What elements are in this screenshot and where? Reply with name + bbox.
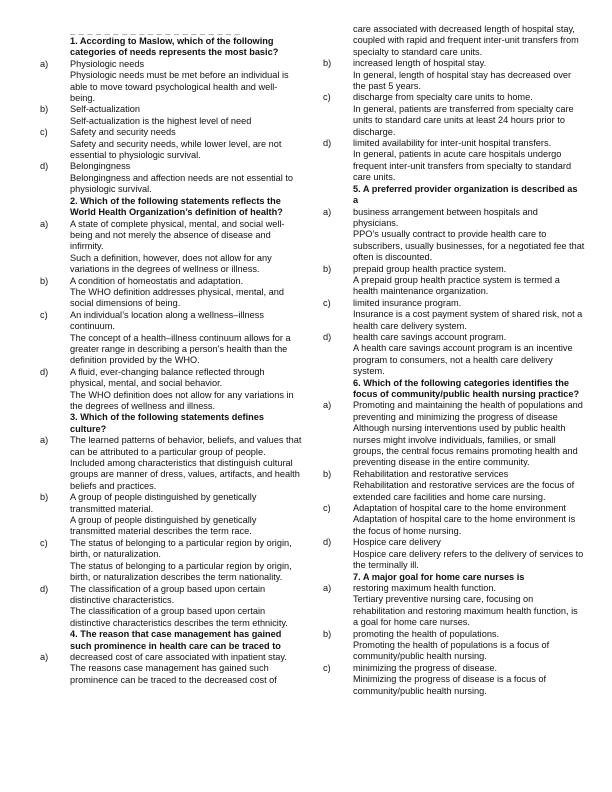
answer-option: [323, 663, 585, 674]
answer-option: [323, 207, 585, 230]
option-text: Safety and security needs: [70, 127, 176, 138]
option-text: A state of complete physical, mental, and social well-being and not merely the absence of disease and infirmity.: [70, 218, 285, 252]
rationale-text: In general, length of hospital stay has decreased over the past 5 years.: [353, 69, 572, 92]
answer-option: [323, 503, 585, 514]
option-letter: b): [323, 628, 332, 639]
rationale-text: The WHO definition does not allow for any variations in the degrees of wellness and illness.: [70, 389, 294, 411]
option-text: limited availability for inter-unit hospital transfers.: [353, 138, 552, 149]
rationale-text: Tertiary preventive nursing care, focusing on rehabilitation and restoring maximum health function, is a goal for home care nurses.: [353, 594, 578, 628]
rationale-text: Hospice care delivery refers to the delivery of services to the terminally ill.: [353, 548, 584, 571]
answer-option: [323, 264, 585, 275]
option-text: increased length of hospital stay.: [353, 58, 487, 69]
question-stem: 1. According to Maslow, which of the following categories of needs represents the most basic?: [70, 36, 279, 58]
option-text: Belongingness: [70, 161, 131, 172]
option-letter: b): [40, 492, 49, 503]
rationale-text: The classification of a group based upon certain distinctive characteristics describes the term ethnicity.: [70, 606, 288, 628]
answer-option: [323, 469, 585, 480]
question-stem: 6. Which of the following categories identifies the focus of community/public health nursing practice?: [353, 377, 580, 399]
rationale-text: Included among characteristics that distinguish cultural groups are manner of dress, values, artifacts, and health beliefs and practices.: [70, 458, 300, 491]
option-text: decreased cost of care associated with inpatient stay.: [70, 651, 287, 662]
answer-option: [40, 104, 302, 115]
right-column: [323, 24, 585, 697]
option-text: Adaptation of hospital care to the home environment: [353, 503, 566, 514]
question-stem: 5. A preferred provider organization is described as a: [353, 183, 578, 206]
rationale-text: Rehabilitation and restorative services are the focus of extended care facilities and home care nursing.: [353, 480, 575, 502]
option-text: discharge from specialty care units to home.: [353, 92, 533, 103]
option-letter: b): [40, 275, 49, 286]
option-text: health care savings account program.: [353, 331, 507, 342]
question-stem: 3. Which of the following statements defines culture?: [70, 412, 264, 434]
option-text: The learned patterns of behavior, beliefs, and values that can be attributed to a particular group of people.: [70, 435, 302, 457]
option-letter: c): [323, 503, 331, 514]
rationale-text: Belongingness and affection needs are not essential to physiologic survival.: [70, 172, 294, 195]
option-text: The status of belonging to a particular region by origin, birth, or naturalization.: [70, 537, 292, 560]
option-letter: a): [40, 58, 49, 69]
option-letter: a): [40, 218, 49, 229]
option-text: Physiologic needs: [70, 58, 145, 69]
option-text: Hospice care delivery: [353, 537, 441, 548]
option-letter: a): [40, 651, 49, 662]
option-letter: a): [323, 582, 332, 593]
rationale-text: Promoting the health of populations is a focus of community/public health nursing.: [353, 639, 550, 662]
option-letter: c): [40, 127, 48, 138]
option-text: promoting the health of populations.: [353, 628, 500, 639]
option-text: A fluid, ever-changing balance reflected through physical, mental, and social behavior.: [70, 366, 265, 389]
option-letter: c): [323, 662, 331, 673]
option-text: limited insurance program.: [353, 297, 462, 308]
answer-option: [323, 58, 585, 69]
rationale-text: A health care savings account program is an incentive program to consumers, not a health care delivery system.: [353, 343, 573, 377]
answer-option: [323, 537, 585, 548]
answer-option: [40, 652, 302, 663]
rationale-text: Minimizing the progress of disease is a focus of community/public health nursing.: [353, 674, 547, 696]
option-text: Rehabilitation and restorative services: [353, 468, 509, 479]
answer-option: [40, 435, 302, 458]
option-text: The classification of a group based upon certain distinctive characteristics.: [70, 583, 266, 605]
option-letter: c): [40, 537, 48, 548]
rationale-text: Although nursing interventions used by public health nurses might involve individuals, families, or small groups, the central focus remains promoting health and preventing disease in the entire community.: [353, 423, 578, 468]
rationale-text: Safety and security needs, while lower level, are not essential to physiologic survival.: [70, 138, 282, 161]
option-text: An individual’s location along a wellness–illness continuum.: [70, 309, 264, 332]
answer-option: [323, 629, 585, 640]
answer-option: [40, 161, 302, 172]
option-letter: d): [323, 331, 332, 342]
option-letter: d): [40, 366, 49, 377]
option-letter: a): [323, 400, 332, 411]
rationale-text: Self-actualization is the highest level of need: [70, 115, 252, 126]
continued-text: care associated with decreased length of hospital stay, coupled with rapid and frequent inter-unit transfers from specialty to standard care units.: [353, 24, 579, 57]
question-stem: 2. Which of the following statements reflects the World Health Organization’s definition of health?: [70, 195, 283, 218]
option-letter: a): [323, 206, 332, 217]
option-letter: d): [323, 138, 332, 149]
separator-line: _ _ _ _ _ _ _ _ _ _ _ _ _ _ _ _ _ _ _ _: [70, 26, 241, 36]
rationale-text: Such a definition, however, does not allow for any variations in the degrees of wellness or illness.: [70, 252, 272, 275]
rationale-text: PPO’s usually contract to provide health care to subscribers, usually businesses, for a negotiated fee that often is discounted.: [353, 229, 585, 263]
left-column: [40, 26, 302, 686]
answer-option: [40, 276, 302, 287]
option-text: A group of people distinguished by genetically transmitted material.: [70, 492, 257, 514]
rationale-text: In general, patients are transferred from specialty care units to standard care units at least 24 hours prior to discharge.: [353, 103, 574, 137]
question-stem: 7. A major goal for home care nurses is: [353, 571, 525, 582]
option-text: Self-actualization: [70, 104, 140, 115]
option-text: restoring maximum health function.: [353, 582, 496, 593]
option-letter: a): [40, 435, 49, 446]
answer-option: [40, 127, 302, 138]
rationale-text: The WHO definition addresses physical, mental, and social dimensions of being.: [70, 286, 284, 309]
answer-option: [323, 298, 585, 309]
option-letter: d): [40, 583, 49, 594]
rationale-text: The concept of a health–illness continuum allows for a greater range in describing a person's health than the definition provided by the WHO.: [70, 332, 291, 366]
answer-option: [40, 538, 302, 561]
answer-option: [323, 583, 585, 594]
answer-option: [323, 138, 585, 149]
rationale-text: Physiologic needs must be met before an individual is able to move toward psychological health and well-being.: [70, 70, 289, 104]
option-text: A condition of homeostatis and adaptation.: [70, 275, 244, 286]
rationale-text: A group of people distinguished by genetically transmitted material describes the term race.: [70, 515, 257, 537]
answer-option: [323, 92, 585, 103]
option-text: business arrangement between hospitals and physicians.: [353, 206, 538, 228]
rationale-text: In general, patients in acute care hospitals undergo frequent inter-unit transfers from specialty to standard care units.: [353, 149, 572, 183]
option-text: prepaid group health practice system.: [353, 263, 507, 274]
answer-option: [323, 332, 585, 343]
option-letter: b): [323, 58, 332, 69]
option-text: Promoting and maintaining the health of populations and preventing and minimizing the progress of disease: [353, 400, 583, 422]
option-letter: b): [323, 468, 332, 479]
answer-option: [40, 59, 302, 70]
option-letter: b): [323, 263, 332, 274]
rationale-text: A prepaid group health practice system is termed a health maintenance organization.: [353, 274, 560, 297]
option-text: minimizing the progress of disease.: [353, 662, 498, 673]
option-letter: c): [323, 92, 331, 103]
answer-option: [40, 492, 302, 515]
option-letter: d): [323, 537, 332, 548]
answer-option: [40, 367, 302, 390]
rationale-text: The reasons case management has gained such prominence can be traced to the decreased cost of: [70, 663, 277, 685]
question-stem: 4. The reason that case management has gained such prominence in health care can be traced to: [70, 629, 282, 651]
option-letter: d): [40, 161, 49, 172]
option-letter: b): [40, 104, 49, 115]
answer-option: [40, 219, 302, 253]
option-letter: c): [323, 297, 331, 308]
rationale-text: Adaptation of hospital care to the home environment is the focus of home nursing.: [353, 514, 576, 536]
option-letter: c): [40, 309, 48, 320]
answer-option: [40, 310, 302, 333]
rationale-text: Insurance is a cost payment system of shared risk, not a health care delivery system.: [353, 309, 583, 331]
rationale-text: The status of belonging to a particular region by origin, birth, or naturalization describes the term nationality.: [70, 560, 292, 583]
answer-option: [40, 584, 302, 607]
answer-option: [323, 400, 585, 423]
